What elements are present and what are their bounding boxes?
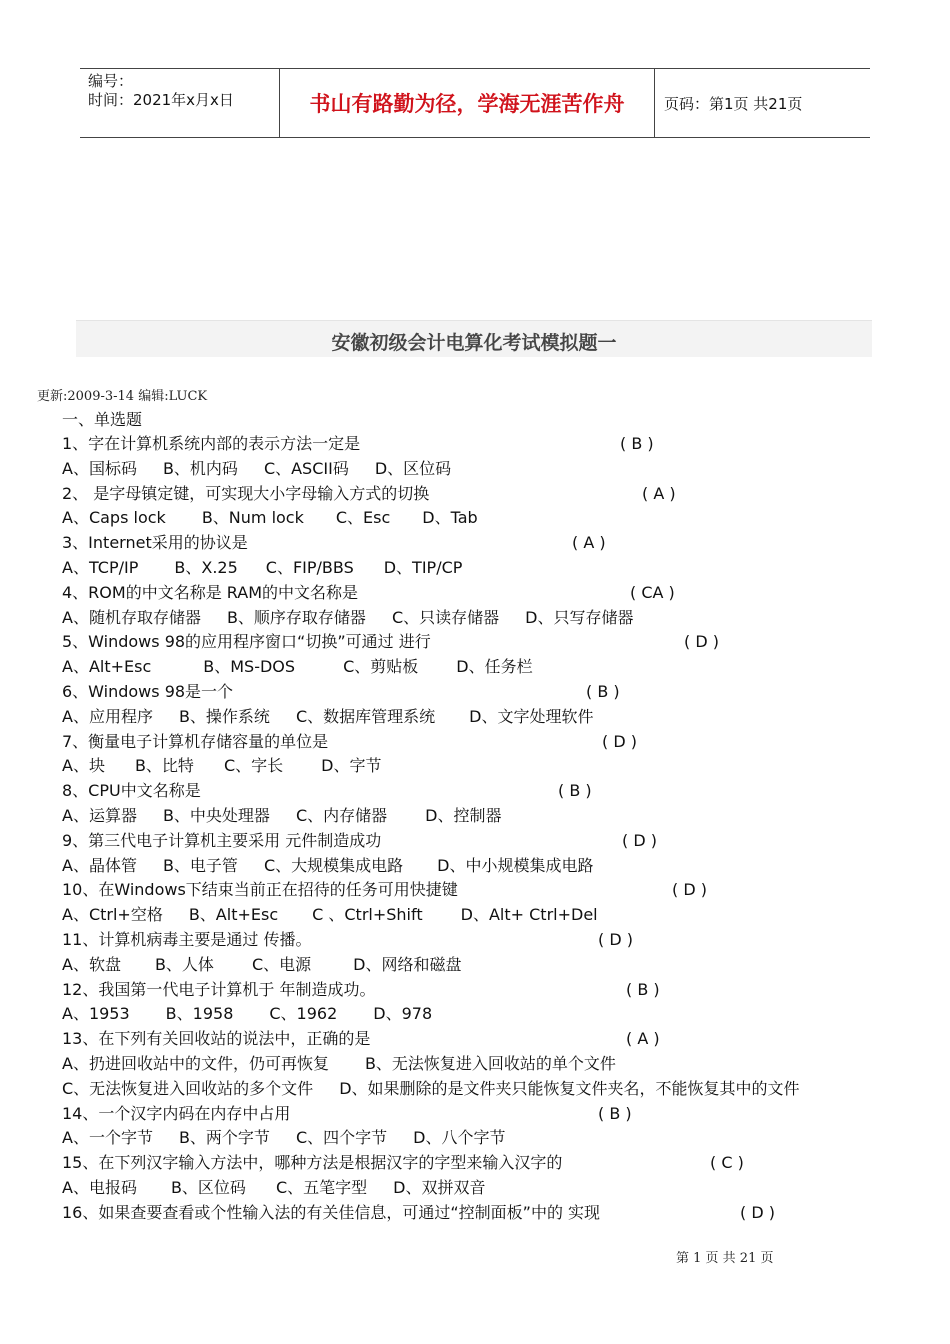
- option-b: B、区位码: [170, 1177, 246, 1197]
- option-c: C、电源: [251, 954, 312, 974]
- options-line: [62, 1052, 862, 1077]
- question-text: 5、Windows 98的应用程序窗口“切换”可通过 进行: [62, 632, 431, 652]
- answer-bracket: ( A ): [626, 1029, 660, 1049]
- option-d: D、978: [373, 1004, 433, 1024]
- option-a: A、运算器: [62, 805, 137, 825]
- question-text: 2、 是字母镇定键，可实现大小字母输入方式的切换: [62, 483, 430, 503]
- question-text: 15、在下列汉字输入方法中，哪种方法是根据汉字的字型来输入汉字的: [62, 1153, 563, 1173]
- option-c: C、FIP/BBS: [265, 557, 354, 577]
- answer-bracket: ( D ): [684, 632, 719, 652]
- options-line: [62, 854, 862, 879]
- option-d: D、文字处理软件: [469, 706, 594, 726]
- question-line: [62, 630, 862, 655]
- option-c: C、五笔字型: [275, 1177, 368, 1197]
- question-line: [62, 482, 862, 507]
- question-line: [62, 779, 862, 804]
- option-a: A、电报码: [62, 1177, 137, 1197]
- option-c: C、四个字节: [295, 1128, 388, 1148]
- question-line: [62, 1102, 862, 1127]
- option-b: B、比特: [134, 756, 194, 776]
- options-line: [62, 1126, 862, 1151]
- option-d: D、Alt+ Ctrl+Del: [460, 905, 598, 925]
- option-b: B、操作系统: [178, 706, 270, 726]
- option-a: A、Alt+Esc: [62, 657, 152, 677]
- option-c: C、字长: [223, 756, 284, 776]
- option-c: C、ASCII码: [263, 458, 349, 478]
- question-text: 7、衡量电子计算机存储容量的单位是: [62, 731, 329, 751]
- answer-bracket: ( D ): [672, 880, 707, 900]
- option-a: A、晶体管: [62, 855, 137, 875]
- option-a: A、软盘: [62, 954, 121, 974]
- time-label: 时间：2021年x月x日: [88, 91, 234, 109]
- page-header: [80, 68, 870, 138]
- option-b: B、电子管: [162, 855, 238, 875]
- option-d: D、如果删除的是文件夹只能恢复文件夹名，不能恢复其中的文件: [339, 1078, 800, 1098]
- question-line: [62, 1201, 862, 1226]
- question-text: 10、在Windows下结束当前正在招待的任务可用快捷键: [62, 880, 458, 900]
- option-a: A、TCP/IP: [62, 557, 139, 577]
- question-text: 14、一个汉字内码在内存中占用: [62, 1103, 291, 1123]
- header-page-label: 页码：第1页 共21页: [664, 94, 803, 113]
- options-line: [62, 655, 862, 680]
- option-b: B、中央处理器: [162, 805, 270, 825]
- option-c: C 、Ctrl+Shift: [312, 905, 423, 925]
- header-info: [80, 69, 280, 137]
- option-d: D、任务栏: [456, 657, 533, 677]
- option-d: D、TIP/CP: [383, 557, 463, 577]
- option-c: C、只读存储器: [391, 607, 500, 627]
- option-d: D、八个字节: [413, 1128, 506, 1148]
- question-line: [62, 1027, 862, 1052]
- question-line: [62, 680, 862, 705]
- question-line: [62, 581, 862, 606]
- option-a: A、Caps lock: [62, 508, 166, 528]
- question-text: 16、如果查要查看或个性输入法的有关佳信息，可通过“控制面板”中的 实现: [62, 1202, 601, 1222]
- question-line: [62, 928, 862, 953]
- number-label: 编号：: [88, 72, 134, 90]
- options-line: [62, 754, 862, 779]
- option-c: C、无法恢复进入回收站的多个文件: [62, 1078, 314, 1098]
- page-footer: 第 1 页 共 21 页: [676, 1251, 774, 1266]
- answer-bracket: ( D ): [598, 929, 633, 949]
- option-a: A、随机存取存储器: [62, 607, 201, 627]
- options-line: [62, 1002, 862, 1027]
- answer-bracket: ( CA ): [630, 582, 675, 602]
- answer-bracket: ( A ): [642, 483, 676, 503]
- section-heading: 一、单选题: [62, 410, 143, 429]
- option-b: B、两个字节: [178, 1128, 270, 1148]
- option-a: A、应用程序: [62, 706, 153, 726]
- option-b: B、机内码: [162, 458, 238, 478]
- option-a: A、块: [62, 756, 105, 776]
- option-d: D、控制器: [425, 805, 502, 825]
- options-line: [62, 556, 862, 581]
- options-line: [62, 705, 862, 730]
- options-line: [62, 953, 862, 978]
- options-line: [62, 457, 862, 482]
- question-text: 9、第三代电子计算机主要采用 元件制造成功: [62, 830, 382, 850]
- option-a: A、1953: [62, 1004, 130, 1024]
- question-line: [62, 978, 862, 1003]
- question-line: [62, 829, 862, 854]
- answer-bracket: ( B ): [626, 979, 660, 999]
- option-c: C、数据库管理系统: [295, 706, 436, 726]
- answer-bracket: ( B ): [558, 781, 592, 801]
- question-text: 13、在下列有关回收站的说法中，正确的是: [62, 1029, 371, 1049]
- question-line: [62, 531, 862, 556]
- option-c: C、内存储器: [295, 805, 388, 825]
- update-meta: 更新:2009-3-14 编辑:LUCK: [37, 389, 208, 404]
- option-d: D、只写存储器: [525, 607, 634, 627]
- answer-bracket: ( C ): [710, 1153, 744, 1173]
- option-d: D、网络和磁盘: [353, 954, 462, 974]
- question-text: 1、字在计算机系统内部的表示方法一定是: [62, 434, 361, 453]
- option-a: A、国标码: [62, 458, 137, 478]
- answer-bracket: ( B ): [620, 434, 654, 453]
- document-title: 安徽初级会计电算化考试模拟题一: [331, 332, 617, 354]
- option-c: C、剪贴板: [343, 657, 419, 677]
- options-line: [62, 804, 862, 829]
- question-text: 11、计算机病毒主要是通过 传播。: [62, 929, 312, 949]
- answer-bracket: ( B ): [598, 1103, 632, 1123]
- answer-bracket: ( A ): [572, 533, 606, 553]
- option-b: B、Alt+Esc: [188, 905, 279, 925]
- option-d: D、双拼双音: [393, 1177, 486, 1197]
- question-line: [62, 432, 862, 457]
- option-b: B、MS-DOS: [203, 657, 296, 677]
- option-a: A、Ctrl+空格: [62, 905, 163, 925]
- question-text: 4、ROM的中文名称是 RAM的中文名称是: [62, 582, 359, 602]
- option-b: B、人体: [154, 954, 214, 974]
- answer-bracket: ( B ): [586, 681, 620, 701]
- question-line: [62, 878, 862, 903]
- option-b: B、X.25: [174, 557, 238, 577]
- option-d: D、区位码: [374, 458, 452, 478]
- question-line: [62, 730, 862, 755]
- options-line: [62, 903, 862, 928]
- header-motto: 书山有路勤为径，学海无涯苦作舟: [280, 69, 655, 137]
- option-b: B、顺序存取存储器: [226, 607, 366, 627]
- option-c: C、Esc: [335, 508, 391, 528]
- options-line: [62, 506, 862, 531]
- option-d: D、中小规模集成电路: [437, 855, 594, 875]
- option-a: A、一个字节: [62, 1128, 153, 1148]
- question-text: 6、Windows 98是一个: [62, 681, 234, 701]
- question-text: 8、CPU中文名称是: [62, 781, 201, 801]
- question-list: [62, 432, 862, 1226]
- answer-bracket: ( D ): [740, 1202, 775, 1222]
- option-b: B、Num lock: [201, 508, 304, 528]
- question-line: [62, 1151, 862, 1176]
- option-d: D、字节: [321, 756, 382, 776]
- option-d: D、Tab: [422, 508, 478, 528]
- answer-bracket: ( D ): [602, 731, 637, 751]
- option-b: B、无法恢复进入回收站的单个文件: [364, 1053, 616, 1073]
- option-b: B、1958: [165, 1004, 234, 1024]
- options-line: [62, 1176, 862, 1201]
- options-line: [62, 606, 862, 631]
- answer-bracket: ( D ): [622, 830, 657, 850]
- option-c: C、1962: [269, 1004, 338, 1024]
- options-line: [62, 1077, 862, 1102]
- question-text: 3、Internet采用的协议是: [62, 533, 248, 553]
- question-text: 12、我国第一代电子计算机于 年制造成功。: [62, 979, 376, 999]
- option-c: C、大规模集成电路: [263, 855, 404, 875]
- option-a: A、扔进回收站中的文件，仍可再恢复: [62, 1053, 329, 1073]
